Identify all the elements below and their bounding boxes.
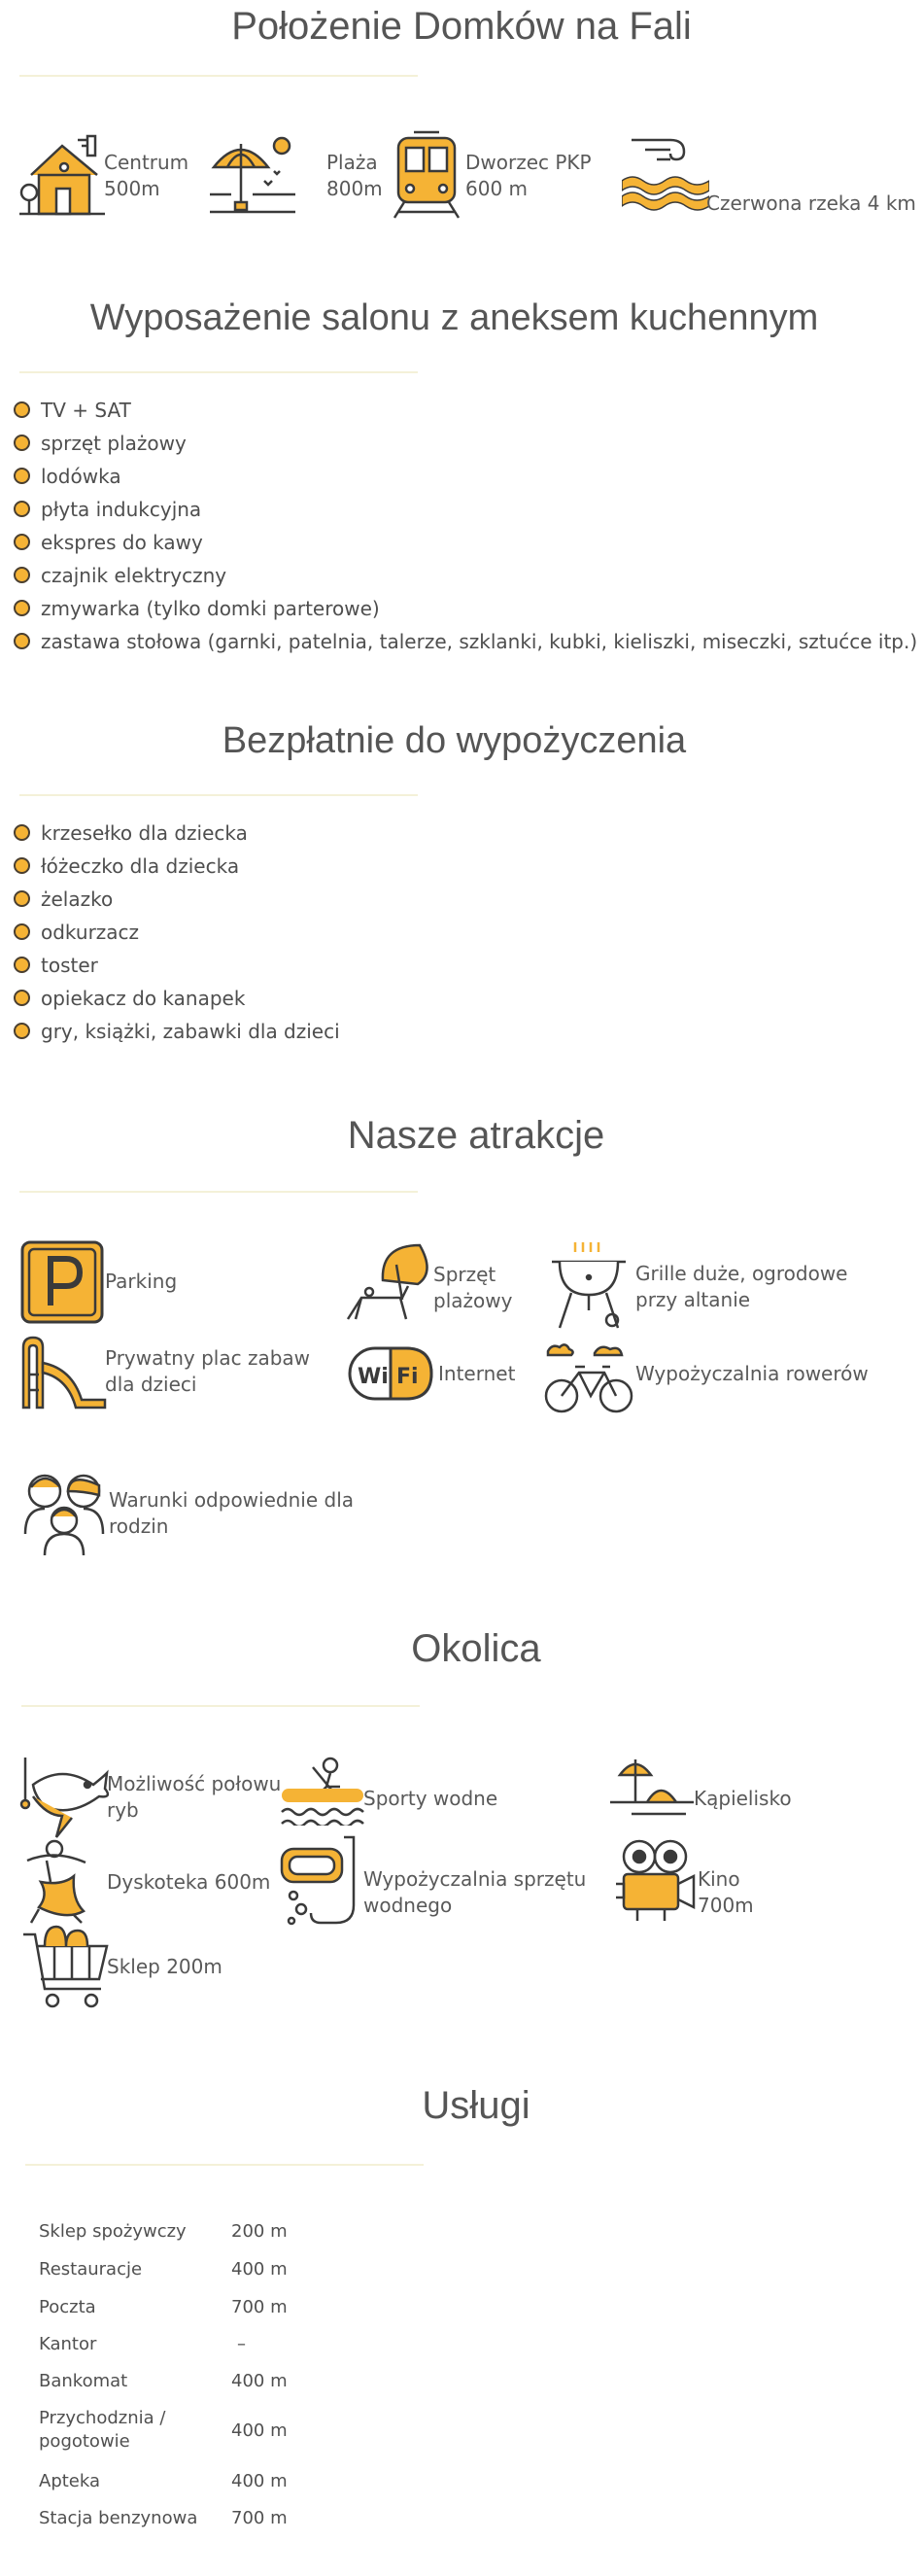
list-item: zmywarka (tylko domki parterowe) — [14, 594, 380, 623]
attraction-label: Warunki odpowiednie dla rodzin — [109, 1488, 355, 1538]
bullet-icon — [14, 534, 30, 550]
service-name: Poczta — [39, 2297, 96, 2317]
parking-icon — [19, 1239, 105, 1329]
service-value: 700 m — [231, 2297, 288, 2317]
playground-slide-icon — [19, 1336, 109, 1413]
list-item: żelazko — [14, 885, 113, 914]
bullet-icon — [14, 857, 30, 874]
service-value: 400 m — [231, 2471, 288, 2491]
list-item: sprzęt plażowy — [14, 429, 187, 458]
location-label: Centrum 500m — [104, 151, 189, 200]
svg-text:Fi: Fi — [396, 1365, 419, 1389]
bullet-icon — [14, 468, 30, 484]
service-name: Sklep spożywczy — [39, 2221, 187, 2242]
family-icon — [23, 1470, 105, 1561]
list-item: ekspres do kawy — [14, 528, 203, 557]
separator — [25, 2164, 424, 2166]
attraction-label: Grille duże, ogrodowe przy altanie — [635, 1262, 848, 1311]
attraction-label: Sprzęt plażowy — [433, 1263, 513, 1312]
service-name: Kantor — [39, 2334, 97, 2354]
service-value: 400 m — [231, 2371, 288, 2391]
snorkel-mask-icon — [280, 1835, 365, 1932]
service-name: Restauracje — [39, 2259, 143, 2280]
surroundings-label: Wypożyczalnia sprzętu wodnego — [363, 1867, 587, 1917]
list-item: toster — [14, 951, 98, 980]
separator — [19, 1191, 418, 1193]
list-item: płyta indukcyjna — [14, 495, 201, 524]
bullet-icon — [14, 957, 30, 973]
service-name: Bankomat — [39, 2371, 128, 2391]
services-title: Usługi — [422, 2084, 530, 2127]
surroundings-label: Kąpielisko — [694, 1787, 792, 1810]
list-item: zastawa stołowa (garnki, patelnia, talerze, szklanki, kubki, kieliszki, miseczki, sztućce itp.) — [14, 627, 917, 656]
separator — [19, 371, 418, 373]
service-name: Apteka — [39, 2471, 101, 2491]
bicycle-icon — [544, 1343, 633, 1419]
bullet-icon — [14, 567, 30, 583]
list-item: lodówka — [14, 462, 121, 491]
bullet-icon — [14, 633, 30, 649]
bullet-icon — [14, 923, 30, 940]
living-room-title: Wyposażenie salonu z aneksem kuchennym — [89, 297, 819, 338]
bullet-icon — [14, 401, 30, 418]
separator — [19, 794, 418, 796]
grill-icon — [548, 1240, 630, 1334]
surroundings-label: Sklep 200m — [107, 1955, 222, 1978]
surroundings-title: Okolica — [411, 1627, 541, 1670]
location-label: Plaża 800m — [326, 151, 383, 200]
separator — [21, 1705, 420, 1707]
service-name: Stacja benzynowa — [39, 2508, 198, 2528]
list-item: łóżeczko dla dziecka — [14, 852, 239, 881]
house-icon — [19, 132, 105, 222]
beach-umbrella-icon — [208, 132, 297, 222]
service-value: 400 m — [231, 2259, 288, 2280]
river-icon — [622, 132, 709, 218]
attraction-label: Wypożyczalnia rowerów — [635, 1362, 869, 1385]
location-label: Dworzec PKP 600 m — [465, 151, 592, 200]
free-rental-title: Bezpłatnie do wypożyczenia — [222, 720, 687, 761]
surroundings-label: Możliwość połowu ryb — [107, 1772, 282, 1822]
list-item: czajnik elektryczny — [14, 561, 226, 590]
service-name: Przychodznia / pogotowie — [39, 2408, 166, 2452]
list-item: opiekacz do kanapek — [14, 984, 245, 1013]
sunbed-umbrella-icon — [346, 1241, 435, 1327]
bullet-icon — [14, 1023, 30, 1039]
separator — [19, 75, 418, 77]
bullet-icon — [14, 990, 30, 1006]
bullet-icon — [14, 435, 30, 451]
bullet-icon — [14, 824, 30, 841]
bullet-icon — [14, 501, 30, 517]
surroundings-label: Dyskoteka 600m — [107, 1870, 271, 1894]
list-item: odkurzacz — [14, 918, 139, 947]
attraction-label: Internet — [438, 1362, 516, 1385]
attraction-label: Parking — [105, 1270, 178, 1293]
location-title: Położenie Domków na Fali — [231, 5, 692, 48]
wifi-icon — [348, 1344, 435, 1407]
service-value: – — [237, 2334, 246, 2354]
service-value: 200 m — [231, 2221, 288, 2242]
train-icon — [393, 130, 461, 224]
shopping-cart-icon — [21, 1923, 111, 2014]
list-item: gry, książki, zabawki dla dzieci — [14, 1017, 340, 1046]
list-item: TV + SAT — [14, 396, 131, 425]
surroundings-label: Sporty wodne — [363, 1787, 498, 1810]
bullet-icon — [14, 890, 30, 907]
location-label: Czerwona rzeka 4 km — [706, 191, 916, 215]
surroundings-label: Kino 700m — [698, 1867, 754, 1917]
svg-text:Wi: Wi — [358, 1365, 389, 1389]
list-item: krzesełko dla dziecka — [14, 818, 248, 848]
service-value: 700 m — [231, 2508, 288, 2528]
attractions-title: Nasze atrakcje — [347, 1114, 605, 1157]
disco-ball-icon — [21, 1837, 109, 1929]
bullet-icon — [14, 600, 30, 616]
film-camera-icon — [614, 1837, 696, 1927]
fish-icon — [19, 1756, 109, 1843]
swimming-beach-icon — [608, 1756, 696, 1824]
service-value: 400 m — [231, 2420, 288, 2441]
kayak-icon — [280, 1756, 365, 1829]
attraction-label: Prywatny plac zabaw dla dzieci — [105, 1346, 311, 1396]
